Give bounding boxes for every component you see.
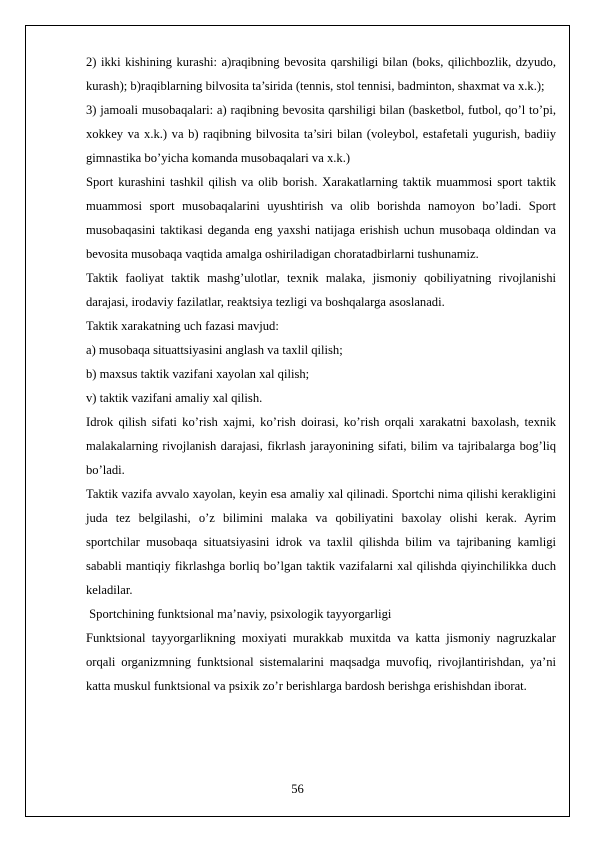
paragraph-individual-combat: 2) ikki kishining kurashi: a)raqibning bevosita qarshiligi bilan (boks, qilichbozlik, dzyudo, kurash); b)raqiblarning bilvosita ta’sirida (tennis, stol tennisi, badminton, shaxmat va x.k.); [86,55,556,93]
paragraph-functional-preparedness: Funktsional tayyorgarlikning moxiyati murakkab muxitda va katta jismoniy nagruzkalar orqali organizmning funktsional sistemalarini maqsadga muvofiq, rivojlantirishdan, ya’ni katta muskul funktsional va psixik zo’r berishlarga bardosh berishga erishishdan iborat. [86,631,556,693]
paragraph-perception-quality: Idrok qilish sifati ko’rish xajmi, ko’rish doirasi, ko’rish orqali xarakatni baxolash, texnik malakalarning rivojlanish darajasi, fikrlash jarayonining sifati, bilim va tajribalarga bog’liq bo’ladi. [86,415,556,477]
list-item-phase-b: b) maxsus taktik vazifani xayolan xal qilish; [86,367,310,381]
paragraph-three-phases: Taktik xarakatning uch fazasi mavjud: [86,319,279,333]
section-heading: Sportchining funktsional ma’naviy, psixologik tayyorgarligi [86,607,392,621]
page-number: 56 [291,782,304,796]
paragraph-sport-struggle: Sport kurashini tashkil qilish va olib borish. Xarakatlarning taktik muammosi sport taktik muammosi sport musobaqalarini uyushtirish va olib borishda namoyon bo’ladi. Sport musobaqasini taktikasi deganda eng yaxshi natijaga erishish uchun musobaqa oldindan va bevosita musobaqa vaqtida amalga oshiriladigan choratadbirlarni tushunamiz. [86,175,556,261]
paragraph-tactical-activity: Taktik faoliyat taktik mashg’ulotlar, texnik malaka, jismoniy qobiliyatning rivojlanishi darajasi, irodaviy fazilatlar, reaktsiya tezligi va boshqalarga asoslanadi. [86,271,556,309]
list-item-phase-a: a) musobaqa situattsiyasini anglash va taxlil qilish; [86,343,343,357]
document-body [86,50,556,698]
list-item-phase-v: v) taktik vazifani amaliy xal qilish. [86,391,263,405]
paragraph-team-competitions: 3) jamoali musobaqalari: a) raqibning bevosita qarshiligi bilan (basketbol, futbol, qo’l to’pi, xokkey va x.k.) va b) raqibning bilvosita ta’siri bilan (voleybol, estafetali yugurish, badiiy gimnastika bo’yicha komanda musobaqalari va x.k.) [86,103,556,165]
paragraph-tactical-task: Taktik vazifa avvalo xayolan, keyin esa amaliy xal qilinadi. Sportchi nima qilishi kerakligini juda tez belgilashi, o’z bilimini malaka va qobiliyatini baxolay olishi kerak. Ayrim sportchilar musobaqa situatsiyasini idrok va taxlil qilishda bilim va tajribaning kamligi sababli mantiqiy fikrlashga borliq bo’lgan taktik vazifalarni xal qilishda qiyinchilikka duch keladilar. [86,487,556,597]
